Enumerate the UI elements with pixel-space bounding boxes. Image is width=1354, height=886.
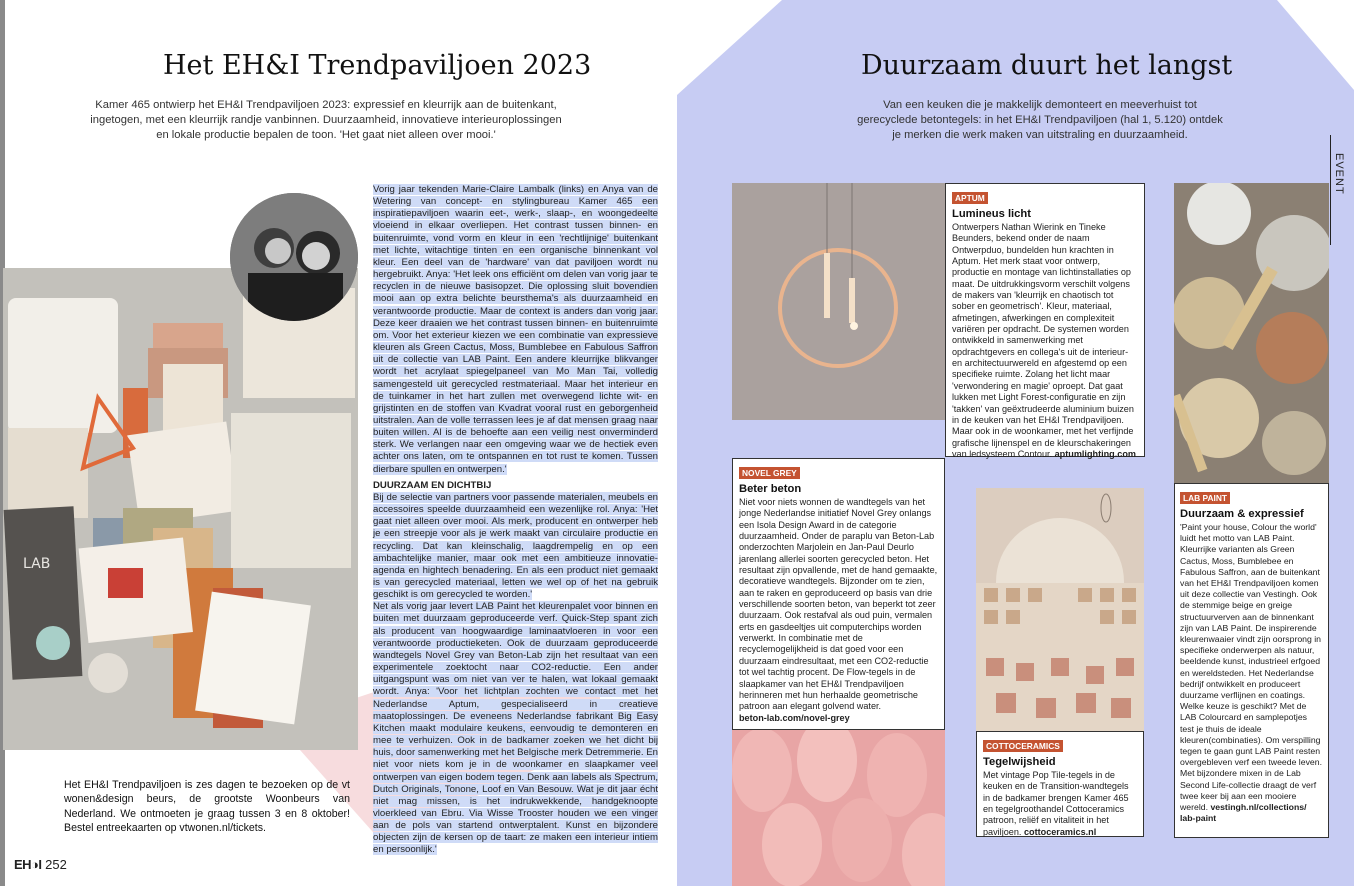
body-paragraph-1: Vorig jaar tekenden Marie-Claire Lambalk (links) en Anya van de Wetering van concept- en stylingbureau Kamer 465 een inspiratiepaviljoen waarin eet-, werk-, slaap-, en woongedeelte vloeiend in elkaar overliepen. Het contrast tussen binnen- en buitenruimte, vond vorm en kleur in een 'rechtlijnige' buitenkant met lichte, witachtige tinten en een organische binnenkant vol kleur. Een deel van de 'hardware' van dat paviljoen wordt nu hergebruikt. Anya: 'Het leek ons efficiënt om delen van vorig jaar te recyclen in de nieuwe basisopzet. Die oplossing sluit bovendien mooi aan op extra belichte beursthema's als duurzaamheid en verantwoorde productie. Maar de context is anders dan vorig jaar. Deze keer draaien we het contrast tussen binnen- en buitenruimte om. Voor het exterieur kiezen we een combinatie van expressieve kleuren als Green Cactus, Moss, Bumblebee en Fabulous Saffron uit de collectie van LAB Paint. Een andere kleurrijke blikvanger wordt het acrylaat spiegelpaneel van Mo Man Tai, volledig samengesteld uit gerecycled restmateriaal. Maar het interieur en de tuinkamer in het hart zullen met overwegend lichte wit- en grijstinten en de stoffen van Kvadrat vooral rust en geborgenheid uitstralen. Aan de volle terrassen lees je af dat mensen graag naar buiten willen. Al is de behoefte aan een veilig nest onverminderd sterk. We verlangen naar een omgeving waar we de hectiek even achter ons laten, om te ontspannen en tot rust te komen. Tussen dierbare spullen en ontwerpen.'	[373, 184, 658, 475]
novel-grey-tag: NOVEL GREY	[739, 467, 800, 479]
cottoceramics-text: Met vintage Pop Tile-tegels in de keuken en de Transition-wandtegels in de badkamer brengen Kamer 465 en tegelgroothandel Cottoceramics patroon, reliëf en vitaliteit in het paviljoen. cottoceramics.nl	[983, 770, 1129, 837]
cottoceramics-tag: COTTOCERAMICS	[983, 740, 1063, 752]
section-tab	[1330, 135, 1354, 245]
body-paragraph-3: Net als vorig jaar levert LAB Paint het kleurenpalet voor binnen en buiten met duurzaam geproduceerde verf. Quick-Step spant zich als producent van hoogwaardige laminaatvloeren in voor een verantwoorde productieketen. Ook de duurzaam geproduceerde wandtegels Novel Grey van Beton-Lab zijn het resultaat van een experimentele zoektocht naar CO2-reductie. Een ander uitgangspunt was om niet van ver te halen, wat lokaal gemaakt wordt. Anya: 'Voor het lichtplan zochten we contact met het Nederlandse Aptum, gespecialiseerd in creatieve maatoplossingen. De eveneens Nederlandse fabrikant Big Easy Kitchen maakt modulaire keukens, eenvoudig te demonteren en mee te verhuizen. Ook in de badkamer zoeken we het dicht bij huis, door samenwerking met het Belgische merk Detremmerie. En niet voor niets kom je in de woonkamer en slaapkamer veel ontwerpen van eigen bodem tegen. Denk aan labels als Spectrum, Dutch Originals, Tonone, Loof en Van Besouw. Wat je dit jaar écht niet mag missen, is het indrukwekkende, handgeknoopte vloerkleed van Ebru. Via Wisse Trooster houden we een vinger aan de pols van startend ontwerptalent. Kunst en bijzondere objecten zijn de kersen op de taart: ze maken een interieur intiem en persoonlijk.'	[373, 601, 658, 856]
magazine-logo: EH◑I	[14, 857, 42, 872]
paint-cans-photo	[1174, 183, 1329, 483]
section-tab-label: EVENT	[1333, 153, 1345, 195]
pink-tiles-photo	[732, 730, 945, 886]
aptum-url[interactable]: aptumlighting.com	[1054, 448, 1136, 459]
cottoceramics-box	[976, 731, 1144, 837]
lab-paint-box	[1174, 483, 1329, 838]
designers-portrait-photo	[230, 193, 358, 321]
novel-grey-box	[732, 458, 945, 730]
lab-paint-tag: LAB PAINT	[1180, 492, 1230, 504]
left-intro: Kamer 465 ontwierp het EH&I Trendpaviljoen 2023: expressief en kleurrijk aan de buitenkant, ingetogen, met een kleurrijk randje vanbinnen. Duurzaamheid, innovatieve interieuroplossingen en lokale productie bepalen de toon. 'Het gaat niet alleen over mooi.'	[90, 99, 562, 142]
moodboard-photo	[3, 268, 358, 750]
aptum-lamp-photo	[732, 183, 945, 420]
right-page-title: Duurzaam duurt het langst	[861, 50, 1233, 81]
article-body	[373, 184, 658, 857]
novel-grey-text: Niet voor niets wonnen de wandtegels van het jonge Nederlandse initiatief Novel Grey onlangs een Isola Design Award in de categorie duurzaamheid. Onder de paraplu van Beton-Lab onderzochten Marjolein en Jan-Paul Deurlo jarenlang allerlei soorten gerecycled beton. Het resultaat zijn opvallende, met de hand gemaakte, decoratieve wandtegels. Bijzonder om te zien, aan te raken en geproduceerd op basis van drie verschillende soorten beton, van beperkt tot zeer duurzaam. Ook restafval als oud puin, vermalen erts en gasdeeltjes uit computerchips worden verwerkt. In combinatie met de recyclemogelijkheid is dat goed voor een duurzaam eindresultaat, met een CO2-reductie tot wel tachtig procent. De Flow-tegels in de slaapkamer van het EH&I Trendpaviljoen herinneren met hun herhaalde geometrische patroon aan elegant golvend water. beton-lab.com/novel-grey	[739, 497, 938, 723]
aptum-tag: APTUM	[952, 192, 988, 204]
aptum-box	[945, 183, 1145, 457]
aptum-title: Lumineus licht	[952, 208, 1031, 220]
lab-paint-title: Duurzaam & expressief	[1180, 508, 1304, 520]
page-number: 252	[45, 857, 67, 872]
lab-logo-text: LAB	[23, 556, 51, 572]
cottoceramics-bathroom-photo	[976, 488, 1144, 731]
page-folio	[14, 857, 67, 872]
lab-paint-text: 'Paint your house, Colour the world' luidt het motto van LAB Paint. Kleurrijke varianten als Green Cactus, Moss, Bumblebee en Fabulous Saffron, aan de buitenkant van het EH&I Trendpaviljoen komen uit deze collectie van Vestingh. Ook de stemmige beige en greige structuurverven aan de binnenkant zijn van LAB Paint. De inspirerende kleurenwaaier vindt zijn oorsprong in specifieke onderwerpen als natuur, beeldende kunst, industrieel erfgoed en wereldsteden. Het Nederlandse bedrijf ontwikkelt en produceert duurzame verflijnen en coatings. Welke keuze is geschikt? Met de LAB Colourcard en samplepotjes test je thuis de ideale kleuren(combinaties). Om verspilling tegen te gaan gunt LAB Paint resten overgebleven verf een tweede leven. Met bijzondere mixen in de Lab Second Life-collectie draagt de verf twee keer bij aan een mooiere wereld. vestingh.nl/collections/ lab-paint	[1180, 522, 1322, 824]
novel-grey-url[interactable]: beton-lab.com/novel-grey	[739, 712, 850, 723]
cottoceramics-title: Tegelwijsheid	[983, 756, 1056, 768]
body-paragraph-2: Bij de selectie van partners voor passende materialen, meubels en accessoires speelde duurzaamheid een wezenlijke rol. Anya: 'Het gaat niet alleen over mooi. Als merk, producent en ontwerper heb je een streepje voor als je werk maakt van circulaire productie en recycling. Dat kan kleinschalig, laagdrempelig en op een ambachtelijke manier, maar ook met een ambitieuze innovatie-agenda en hightech benadering. En als een product niet gemaakt is van gerecycled materiaal, letten we wel op of het na gebruik geschikt is om gerecycled te worden.'	[373, 491, 658, 601]
visit-caption: Het EH&I Trendpaviljoen is zes dagen te bezoeken op de vt wonen&design beurs, de grootste Woonbeurs van Nederland. We ontmoeten je graag tussen 3 en 8 oktober! Bestel entreekaarten op vtwonen.nl/tickets.	[64, 779, 350, 834]
lab-paint-url[interactable]: vestingh.nl/collections/ lab-paint	[1180, 802, 1307, 824]
aptum-text: Ontwerpers Nathan Wierink en Tineke Beunders, bekend onder de naam Ontwerpduo, bundelden hun krachten in Aptum. Het merk staat voor ontwerp, productie en montage van lichtinstallaties op maat. De uitdrukkingsvorm verschilt volgens de makers van 'kleurrijk en chaotisch tot sober en geometrisch'. Kleur, materiaal, afmetingen, afwerkingen en complexiteit variëren per opdracht. De systemen worden ontwikkeld in samenwerking met opdrachtgevers en collega's uit de interieur- en architectuurwereld en afgestemd op een specifieke ruimte. Zolang het licht maar 'verwondering en magie' oproept. Dat gaat lukken met Light Forest-configuratie en zijn 'takken' van geëxtrudeerde aluminium buizen in de keuken van het EH&I Trendpaviljoen. Maar ook in de woonkamer, met het verfijnde grafische lijnenspel en de kleurschakeringen van ledsysteem Contour. aptumlighting.com	[952, 222, 1136, 459]
subheading-duurzaam: DUURZAAM EN DICHTBIJ	[373, 479, 492, 491]
left-page-title: Het EH&I Trendpaviljoen 2023	[163, 50, 592, 81]
novel-grey-title: Beter beton	[739, 483, 802, 495]
right-intro: Van een keuken die je makkelijk demonteert en meeverhuist tot gerecyclede betontegels: in het EH&I Trendpaviljoen (hal 1, 5.120) ontdek je merken die werk maken van uitstraling en duurzaamheid.	[857, 99, 1223, 142]
cottoceramics-url[interactable]: cottoceramics.nl	[1023, 826, 1097, 837]
right-page	[677, 0, 1354, 886]
